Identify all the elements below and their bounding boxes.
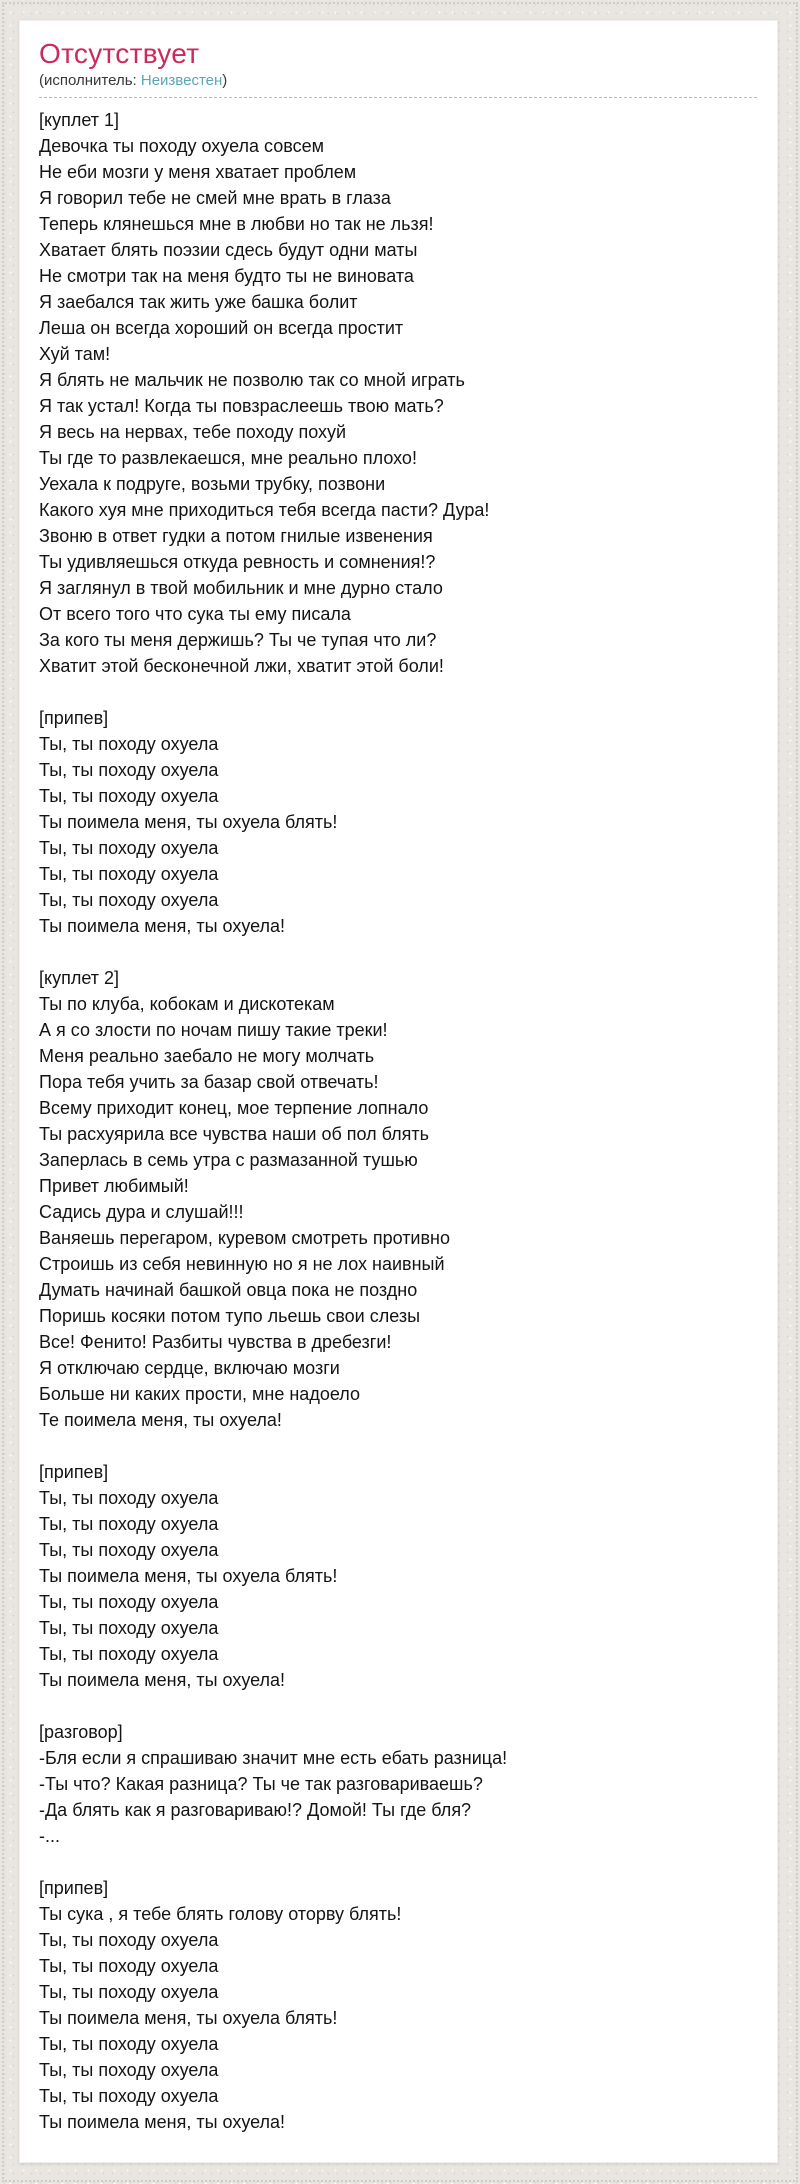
lyrics-section: [39, 1875, 757, 2135]
lyric-line: Ты, ты походу охуела: [39, 838, 219, 858]
lyric-line: Девочка ты походу охуела совсем: [39, 136, 324, 156]
lyric-line: Ты где то развлекаешся, мне реально плохо!: [39, 448, 417, 468]
lyric-line: Заперлась в семь утра с размазанной тушью: [39, 1150, 418, 1170]
lyric-line: Ты, ты походу охуела: [39, 2034, 219, 2054]
lyric-line: Ты, ты походу охуела: [39, 760, 219, 780]
lyric-line: -...: [39, 1826, 60, 1846]
lyric-line: Я заебался так жить уже башка болит: [39, 292, 358, 312]
lyric-line: Ты, ты походу охуела: [39, 2060, 219, 2080]
lyric-line: Ты поимела меня, ты охуела!: [39, 1670, 286, 1690]
lyric-line: Строишь из себя невинную но я не лох наивный: [39, 1254, 445, 1274]
lyric-line: Ты, ты походу охуела: [39, 1956, 219, 1976]
artist-label: (исполнитель:: [39, 72, 141, 89]
lyric-line: Теперь клянешься мне в любви но так не льзя!: [39, 214, 434, 234]
lyrics-section: [39, 107, 757, 679]
lyric-line: Ты поимела меня, ты охуела!: [39, 2112, 286, 2132]
lyric-line: Ты, ты походу охуела: [39, 786, 219, 806]
lyric-line: За кого ты меня держишь? Ты че тупая что ли?: [39, 630, 437, 650]
lyric-line: Звоню в ответ гудки а потом гнилые извенения: [39, 526, 433, 546]
lyric-line: Ты сука , я тебе блять голову оторву блять!: [39, 1904, 402, 1924]
lyric-line: Я весь на нервах, тебе походу похуй: [39, 422, 347, 442]
section-header: [разговор]: [39, 1722, 123, 1742]
lyric-line: Ты, ты походу охуела: [39, 1930, 219, 1950]
lyric-line: Леша он всегда хороший он всегда простит: [39, 318, 404, 338]
lyric-line: Ты поимела меня, ты охуела блять!: [39, 2008, 338, 2028]
lyric-line: Я блять не мальчик не позволю так со мной играть: [39, 370, 465, 390]
lyric-line: Я заглянул в твой мобильник и мне дурно стало: [39, 578, 443, 598]
artist-link[interactable]: Неизвестен: [140, 72, 223, 89]
lyric-line: Я отключаю сердце, включаю мозги: [39, 1358, 340, 1378]
lyric-line: Ты, ты походу охуела: [39, 890, 219, 910]
content-card: [19, 20, 778, 2163]
lyric-line: Меня реально заебало не могу молчать: [39, 1046, 375, 1066]
lyric-line: Ты, ты походу охуела: [39, 1644, 219, 1664]
lyric-line: Я говорил тебе не смей мне врать в глаза: [39, 188, 391, 208]
lyric-line: Ты, ты походу охуела: [39, 1540, 219, 1560]
section-header: [куплет 2]: [39, 968, 119, 988]
lyric-line: Ты поимела меня, ты охуела блять!: [39, 812, 338, 832]
lyric-line: Садись дура и слушай!!!: [39, 1202, 244, 1222]
lyric-line: Пора тебя учить за базар свой отвечать!: [39, 1072, 379, 1092]
lyric-line: -Да блять как я разговариваю!? Домой! Ты где бля?: [39, 1800, 472, 1820]
artist-close-paren: ): [222, 72, 228, 89]
lyric-line: Ты, ты походу охуела: [39, 1592, 219, 1612]
lyrics-section: [39, 1719, 757, 1849]
lyric-line: Всему приходит конец, мое терпение лопнало: [39, 1098, 429, 1118]
lyric-line: Ты, ты походу охуела: [39, 1488, 219, 1508]
section-header: [куплет 1]: [39, 110, 119, 130]
lyric-line: Ты расхуярила все чувства наши об пол блять: [39, 1124, 430, 1144]
lyric-line: Не смотри так на меня будто ты не виновата: [39, 266, 414, 286]
lyric-line: Те поимела меня, ты охуела!: [39, 1410, 282, 1430]
lyric-line: Ты удивляешься откуда ревность и сомнения!?: [39, 552, 436, 572]
lyric-line: От всего того что сука ты ему писала: [39, 604, 351, 624]
lyric-line: Хватает блять поэзии сдесь будут одни маты: [39, 240, 418, 260]
lyric-line: Ты, ты походу охуела: [39, 1618, 219, 1638]
lyrics-section: [39, 965, 757, 1433]
lyrics-section: [39, 705, 757, 939]
lyric-line: Ты, ты походу охуела: [39, 864, 219, 884]
lyric-line: Ты, ты походу охуела: [39, 1514, 219, 1534]
page-title: Отсутствует: [39, 38, 200, 69]
lyric-line: Какого хуя мне приходиться тебя всегда пасти? Дура!: [39, 500, 490, 520]
section-header: [припев]: [39, 1878, 109, 1898]
lyric-line: Не еби мозги у меня хватает проблем: [39, 162, 357, 182]
lyric-line: Уехала к подруге, возьми трубку, позвони: [39, 474, 386, 494]
lyric-line: Хватит этой бесконечной лжи, хватит этой боли!: [39, 656, 444, 676]
lyrics-section: [39, 1459, 757, 1693]
lyric-line: -Бля если я спрашиваю значит мне есть ебать разница!: [39, 1748, 508, 1768]
section-header: [припев]: [39, 1462, 109, 1482]
lyric-line: Я так устал! Когда ты повзраслеешь твою мать?: [39, 396, 444, 416]
lyric-line: Ты по клуба, кобокам и дискотекам: [39, 994, 335, 1014]
lyric-line: Ты, ты походу охуела: [39, 2086, 219, 2106]
lyric-line: Ты поимела меня, ты охуела блять!: [39, 1566, 338, 1586]
lyric-line: -Ты что? Какая разница? Ты че так разговариваешь?: [39, 1774, 483, 1794]
lyric-line: Все! Фенито! Разбиты чувства в дребезги!: [39, 1332, 392, 1352]
lyric-line: Думать начинай башкой овца пока не поздно: [39, 1280, 418, 1300]
lyric-line: Ваняешь перегаром, куревом смотреть противно: [39, 1228, 451, 1248]
lyric-line: Поришь косяки потом тупо льешь свои слезы: [39, 1306, 421, 1326]
lyric-line: Хуй там!: [39, 344, 111, 364]
artist-line: [39, 71, 757, 98]
lyric-line: Привет любимый!: [39, 1176, 189, 1196]
lyric-line: Ты, ты походу охуела: [39, 734, 219, 754]
lyric-line: А я со злости по ночам пишу такие треки!: [39, 1020, 388, 1040]
section-header: [припев]: [39, 708, 109, 728]
lyric-line: Больше ни каких прости, мне надоело: [39, 1384, 360, 1404]
lyric-line: Ты поимела меня, ты охуела!: [39, 916, 286, 936]
lyrics: [39, 107, 757, 2135]
lyric-line: Ты, ты походу охуела: [39, 1982, 219, 2002]
